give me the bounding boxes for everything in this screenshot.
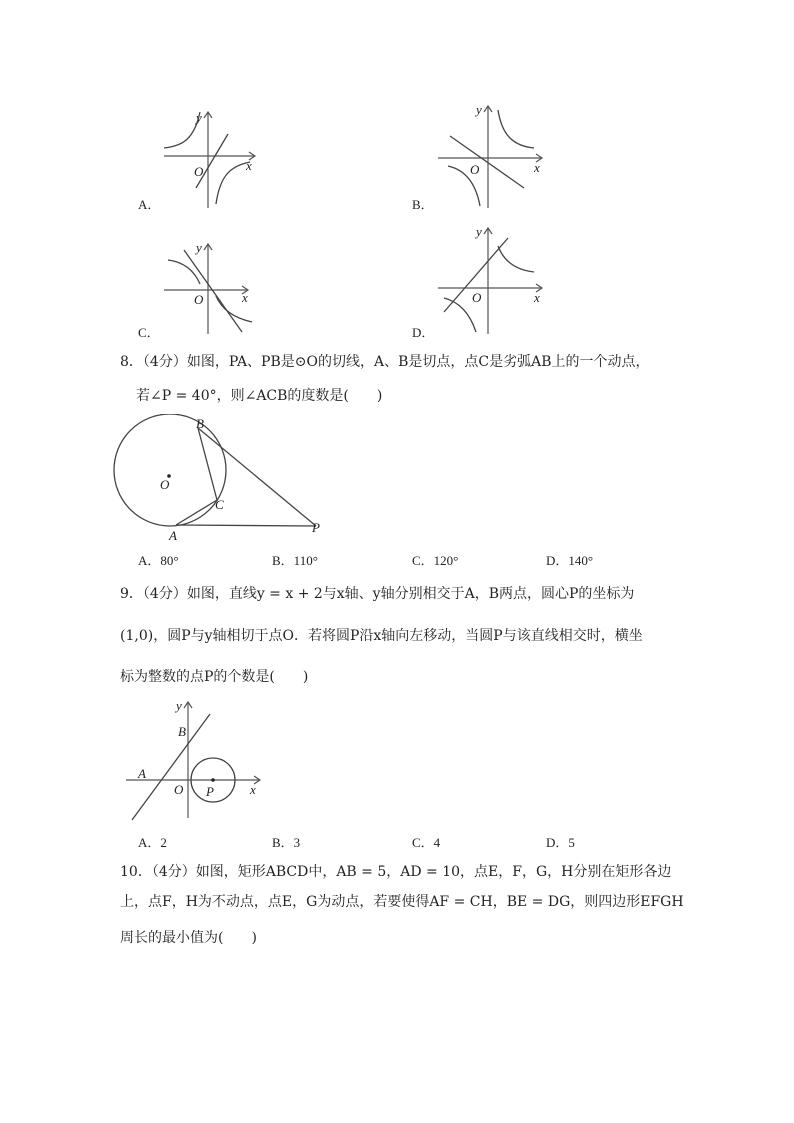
tangent-pa (176, 525, 316, 526)
q9-option-d[interactable]: D．5 (546, 835, 575, 850)
svg-text:A: A (169, 528, 177, 543)
q7-option-d[interactable] (404, 222, 564, 342)
q10-stem-line-1: 10．（4分）如图，矩形ABCD中，AB = 5，AD = 10，点E，F，G，H分别在矩形各边 (120, 864, 672, 880)
svg-text:P: P (312, 520, 320, 535)
option-letter: C． (138, 325, 160, 340)
option-letter: D． (412, 325, 435, 340)
q7-option-b[interactable] (404, 100, 564, 215)
svg-text:x: x (250, 782, 256, 797)
q9-option-b[interactable]: B．3 (272, 835, 301, 850)
svg-text:O: O (470, 162, 480, 177)
q9-stem-line-1: 9．（4分）如图，直线y = x + 2与x轴、y轴分别相交于A，B两点，圆心P的坐标为 (120, 586, 635, 602)
q7-graph-a (130, 100, 280, 215)
svg-text:y: y (476, 224, 482, 239)
svg-text:y: y (476, 102, 482, 117)
svg-text:O: O (160, 477, 170, 492)
q8-option-c[interactable]: C．120° (412, 553, 459, 568)
q8-option-d[interactable]: D．140° (546, 553, 594, 568)
svg-text:y: y (176, 698, 182, 713)
q8-option-a[interactable]: A．80° (138, 553, 179, 568)
q8-stem-line-1: 8．（4分）如图，PA、PB是⊙O的切线，A、B是切点，点C是劣弧AB上的一个动点， (120, 354, 650, 370)
svg-text:y: y (196, 240, 202, 255)
q8-figure (112, 414, 332, 544)
svg-text:O: O (472, 290, 482, 305)
q7-option-c[interactable] (130, 232, 280, 342)
svg-text:O: O (194, 292, 204, 307)
svg-text:x: x (242, 290, 248, 305)
q9-figure (118, 698, 268, 822)
q7-graph-c (130, 232, 280, 342)
svg-text:B: B (178, 724, 186, 739)
q10-stem-line-3: 周长的最小值为( ) (120, 930, 257, 946)
option-letter: B． (412, 197, 434, 212)
svg-text:B: B (196, 416, 204, 431)
q8-stem-line-2: 若∠P = 40°，则∠ACB的度数是( ) (136, 388, 383, 404)
svg-text:O: O (194, 164, 204, 179)
svg-text:x: x (534, 290, 540, 305)
svg-text:C: C (215, 497, 224, 512)
svg-text:x: x (246, 158, 252, 173)
svg-text:P: P (206, 784, 214, 799)
svg-text:x: x (534, 160, 540, 175)
q9-stem-line-2: (1,0)，圆P与y轴相切于点O．若将圆P沿x轴向左移动，当圆P与该直线相交时，横坐 (120, 628, 643, 644)
q7-graph-b (404, 100, 564, 215)
q9-option-c[interactable]: C．4 (412, 835, 441, 850)
svg-text:A: A (138, 766, 146, 781)
chord-bc (198, 428, 217, 500)
svg-text:O: O (174, 782, 184, 797)
chord-ca (176, 500, 217, 525)
q9-stem-line-3: 标为整数的点P的个数是( ) (120, 669, 309, 685)
q7-graph-d (404, 222, 564, 342)
q8-option-b[interactable]: B．110° (272, 553, 318, 568)
q10-stem-line-2: 上，点F，H为不动点，点E，G为动点，若要使得AF = CH，BE = DG，则四边形EFGH (120, 894, 684, 910)
q7-option-a[interactable] (130, 100, 280, 215)
q9-option-a[interactable]: A．2 (138, 835, 167, 850)
option-letter: A． (138, 197, 161, 212)
svg-text:y: y (196, 110, 202, 125)
